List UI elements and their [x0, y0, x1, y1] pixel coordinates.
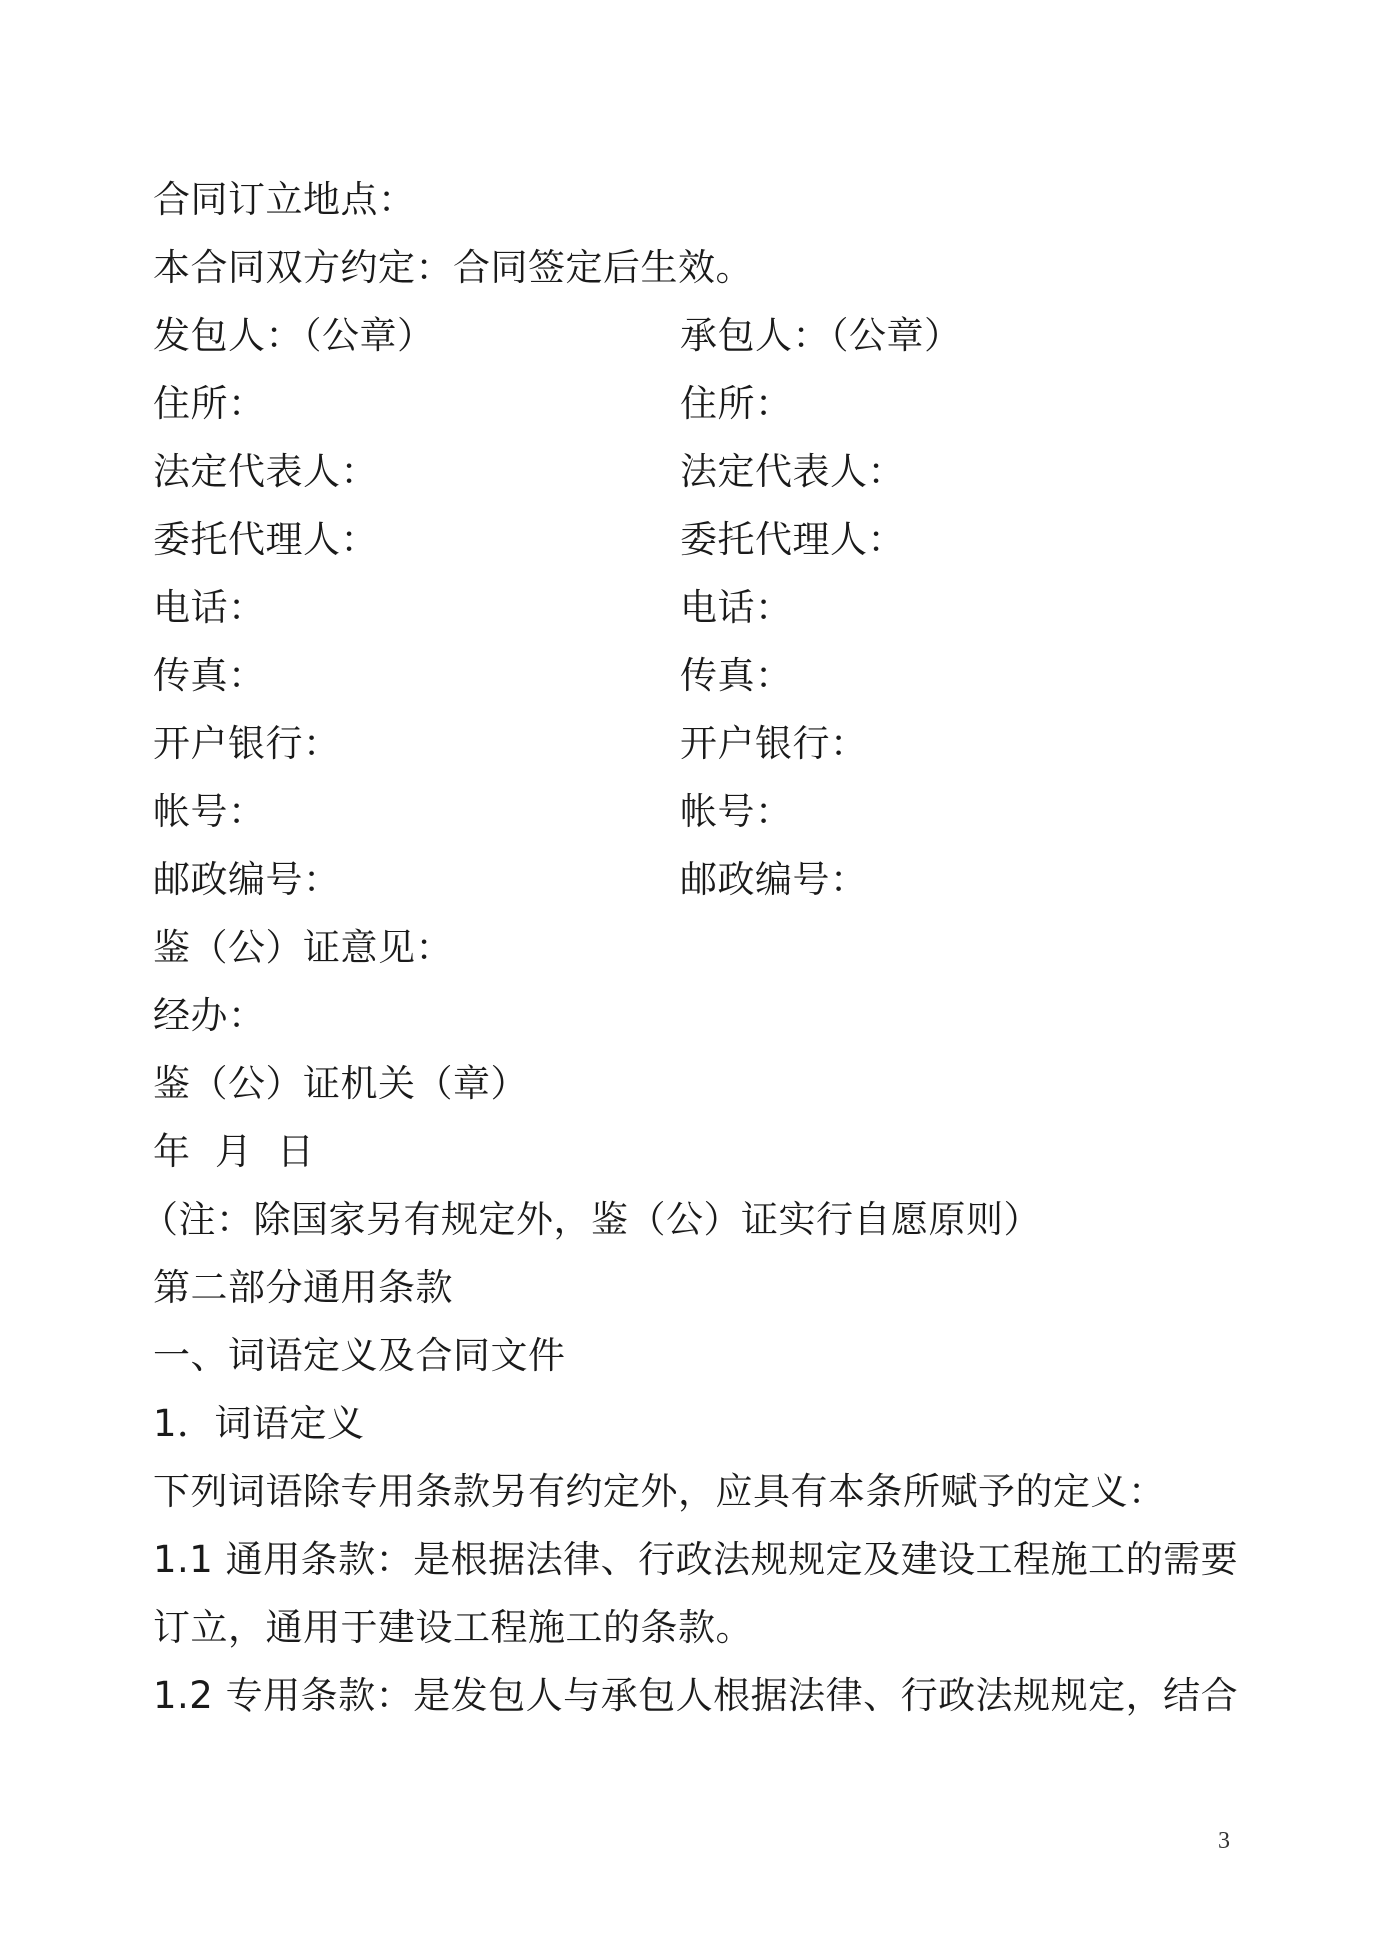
party-row [153, 516, 905, 564]
clause-heading: 1．词语定义 [153, 1402, 365, 1445]
paragraph-line: 下列词语除专用条款另有约定外，应具有本条所赋予的定义： [153, 1470, 1166, 1513]
employer-address-label: 住所： [153, 382, 266, 425]
contractor-account-label: 帐号： [680, 790, 793, 833]
employer-seal-label: 发包人：（公章） [153, 314, 435, 357]
contractor-bank-label: 开户银行： [680, 722, 868, 765]
page-number: 3 [1218, 1828, 1230, 1854]
notary-opinion-line: 鉴（公）证意见： [153, 926, 453, 969]
section-heading: 第二部分通用条款 [153, 1266, 453, 1309]
employer-postcode-label: 邮政编号： [153, 858, 341, 901]
employer-legal-rep-label: 法定代表人： [153, 450, 378, 493]
handler-line: 经办： [153, 994, 266, 1037]
party-row [153, 380, 793, 428]
notary-office-seal-line: 鉴（公）证机关（章） [153, 1062, 528, 1105]
party-row [153, 788, 793, 836]
contractor-agent-label: 委托代理人： [680, 518, 905, 561]
contractor-phone-label: 电话： [680, 586, 793, 629]
paragraph-line: 1.1 通用条款：是根据法律、行政法规规定及建设工程施工的需要 [153, 1538, 1239, 1581]
date-line: 年 月 日 [153, 1130, 315, 1173]
party-row [153, 856, 868, 904]
contractor-seal-label: 承包人：（公章） [680, 314, 962, 357]
party-row [153, 652, 793, 700]
paragraph-line: 订立，通用于建设工程施工的条款。 [153, 1606, 753, 1649]
effective-clause-line: 本合同双方约定：合同签定后生效。 [153, 246, 753, 289]
contractor-address-label: 住所： [680, 382, 793, 425]
party-row [153, 720, 868, 768]
party-row [153, 448, 905, 496]
paragraph-line: 1.2 专用条款：是发包人与承包人根据法律、行政法规规定，结合 [153, 1674, 1239, 1717]
contractor-fax-label: 传真： [680, 654, 793, 697]
party-row [153, 312, 962, 360]
employer-account-label: 帐号： [153, 790, 266, 833]
party-row [153, 584, 793, 632]
note-line: （注：除国家另有规定外，鉴（公）证实行自愿原则） [141, 1198, 1041, 1241]
contract-place-line: 合同订立地点： [153, 178, 416, 221]
employer-agent-label: 委托代理人： [153, 518, 378, 561]
subsection-heading: 一、词语定义及合同文件 [153, 1334, 566, 1377]
employer-phone-label: 电话： [153, 586, 266, 629]
contractor-postcode-label: 邮政编号： [680, 858, 868, 901]
contractor-legal-rep-label: 法定代表人： [680, 450, 905, 493]
employer-bank-label: 开户银行： [153, 722, 341, 765]
employer-fax-label: 传真： [153, 654, 266, 697]
